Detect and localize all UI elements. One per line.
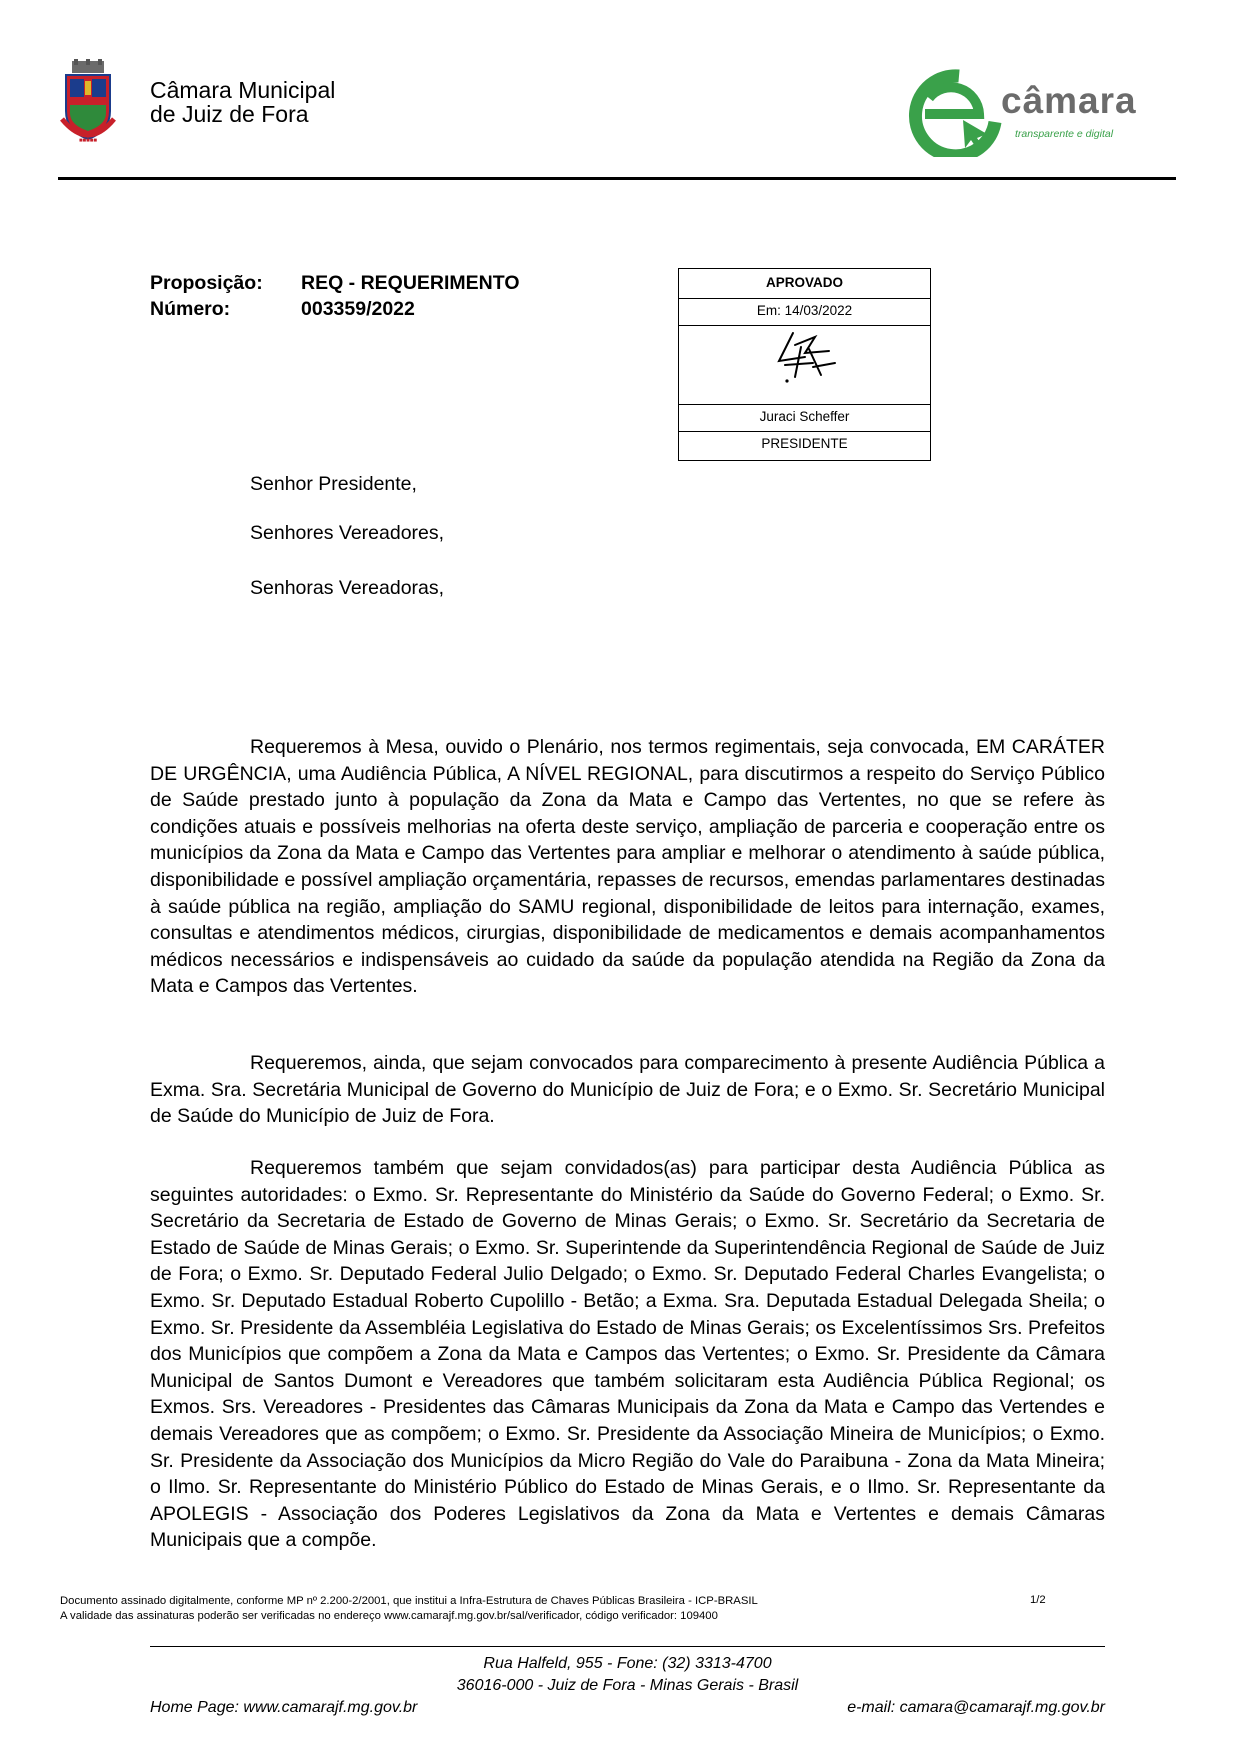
header-divider [58,177,1176,180]
chamber-name [150,78,335,126]
stamp-divider [679,298,930,299]
proposal-info [150,270,520,322]
handwritten-signature [765,327,845,387]
ecamara-logo [897,62,1142,157]
proposal-type-label: Proposição: [150,272,263,294]
salutation-president: Senhor Presidente, [250,473,417,495]
stamp-divider [679,325,930,326]
signature-notice-line-1: Documento assinado digitalmente, conforme MP nº 2.200-2/2001, que institui a Infra-Estrutura de Chaves Públicas Brasileira - ICP-BRASIL [60,1595,758,1607]
signer-name: Juraci Scheffer [759,409,850,424]
stamp-divider [679,404,930,405]
proposal-number-label: Número: [150,298,231,320]
email-link[interactable]: e-mail: camara@camarajf.mg.gov.br [847,1699,1105,1716]
chamber-name-line-2: de Juiz de Fora [150,101,309,127]
address-line-1: Rua Halfeld, 955 - Fone: (32) 3313-4700 [483,1655,772,1672]
body-paragraph-1: Requeremos à Mesa, ouvido o Plenário, nos termos regimentais, seja convocada, EM CARÁTER DE URGÊNCIA, uma Audiência Pública, A NÍVEL REGIONAL, para discutirmos a respeito do Serviço Público de Saúde prestado junto à população da Zona da Mata e Campo das Vertentes, no que se refere às condições atuais e possíveis melhorias na oferta deste serviço, ampliação de parceria e cooperação entre os municípios da Zona da Mata e Campo das Vertentes para ampliar e melhorar o atendimento à saúde pública, disponibilidade e possível ampliação orçamentária, repasses de recursos, emendas parlamentares destinadas à saúde pública na região, ampliação do SAMU regional, disponibilidade de leitos para internação, exames, consultas e atendimentos médicos, cirurgias, disponibilidade de medicamentos e demais acompanhamentos médicos necessários e indispensáveis ao cuidado da saúde da população atendida na Região da Zona da Mata e Campos das Vertentes. [150,736,1105,998]
city-coat-of-arms-icon [58,59,118,147]
body-paragraph-3: Requeremos também que sejam convidados(as) para participar desta Audiência Pública as seguintes autoridades: o Exmo. Sr. Representante do Ministério da Saúde do Governo Federal; o Exmo. Sr. Secretário da Secretaria de Estado de Governo de Minas Gerais; o Exmo. Sr. Secretário da Secretaria de Estado de Saúde de Minas Gerais; o Exmo. Sr. Superintende da Superintendência Regional de Saúde de Juiz de Fora; o Exmo. Sr. Deputado Federal Julio Delgado; o Exmo. Sr. Deputado Federal Charles Evangelista; o Exmo. Sr. Deputado Estadual Roberto Cupolillo - Betão; a Exma. Sra. Deputada Estadual Delegada Sheila; o Exmo. Sr. Presidente da Assembléia Legislativa do Estado de Minas Gerais; os Excelentíssimos Srs. Prefeitos dos Municípios que compõem a Zona da Mata e Campos das Vertentes; o Exmo. Sr. Presidente da Câmara Municipal de Santos Dumont e Vereadores que também solicitaram esta Audiência Pública Regional; os Exmos. Srs. Vereadores - Presidentes das Câmaras Municipais da Zona da Mata e Campo das Vertendes e demais Vereadores que as compõem; o Exmo. Sr. Presidente da Associação Mineira de Municípios; o Exmo. Sr. Presidente da Associação dos Municípios da Micro Região do Vale do Paraibuna - Zona da Mata Mineira; o Ilmo. Sr. Representante do Ministério Público do Estado de Minas Gerais, e o Ilmo. Sr. Representante da APOLEGIS - Associação dos Poderes Legislativos da Zona da Mata e Vertentes e demais Câmaras Municipais que a compõe. [150,1157,1105,1552]
salutation-councilmen: Senhores Vereadores, [250,522,445,544]
signer-role: PRESIDENTE [761,436,848,451]
signature-notice-line-2: A validade das assinaturas poderão ser verificadas no endereço www.camarajf.mg.gov.br/sal/verificador, código verificador: 109400 [60,1610,718,1622]
approval-stamp [678,268,931,461]
approval-date: Em: 14/03/2022 [756,303,853,318]
body-paragraph-2: Requeremos, ainda, que sejam convocados para comparecimento à presente Audiência Pública a Exma. Sra. Secretária Municipal de Governo do Município de Juiz de Fora; e o Exmo. Sr. Secretário Municipal de Saúde do Município de Juiz de Fora. [150,1052,1105,1128]
footer-divider [150,1646,1105,1647]
proposal-number-value: 003359/2022 [301,298,415,320]
stamp-divider [679,431,930,432]
proposal-type-value: REQ - REQUERIMENTO [301,272,520,294]
salutation-councilwomen: Senhoras Vereadoras, [250,577,445,599]
homepage-link[interactable]: Home Page: www.camarajf.mg.gov.br [150,1699,418,1716]
approval-status: APROVADO [765,275,843,290]
chamber-name-line-1: Câmara Municipal [150,77,336,103]
ecamara-logo-text: câmara [1001,80,1137,121]
ecamara-logo-tagline: transparente e digital [1015,128,1114,140]
svg-text:■■■■■: ■■■■■ [78,138,98,144]
address-line-2: 36016-000 - Juiz de Fora - Minas Gerais - Brasil [456,1677,799,1694]
digital-signature-notice [60,1594,758,1624]
page-number: 1/2 [1030,1594,1046,1606]
